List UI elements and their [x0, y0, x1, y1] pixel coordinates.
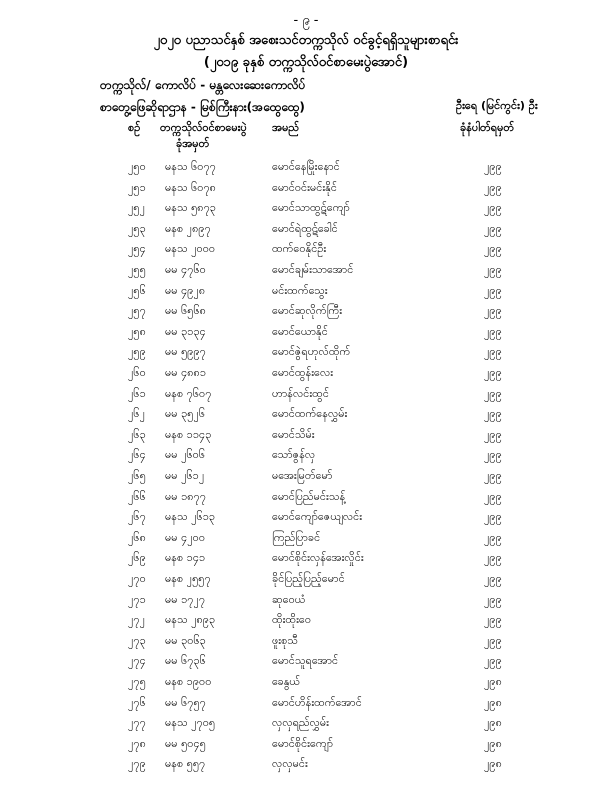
roll-number: မနသ ၂၈၉၃ [165, 613, 216, 627]
student-name: မောင်ချမ်းသာအောင် [272, 263, 354, 276]
table-row [0, 284, 612, 304]
score: ၂၉၉ [484, 613, 502, 627]
row-number: ၂၇၀ [128, 572, 146, 585]
student-name: ကြည်ပြာခင် [272, 530, 321, 544]
column-header-name: အမည် [272, 121, 300, 134]
score: ၂၉၉ [484, 530, 502, 544]
table-row [0, 613, 612, 633]
column-header-roll: တက္ကသိုလ်ဝင်စာမေးပွဲ [160, 121, 247, 134]
score: ၂၉၉ [484, 633, 502, 647]
roll-number: မမ ၆၅၆၈ [165, 304, 206, 318]
table-row [0, 737, 612, 757]
row-number: ၂၇၂ [128, 613, 145, 627]
roll-number: မမ ၆၇၃၆ [165, 654, 206, 668]
table-row [0, 242, 612, 262]
table-row [0, 572, 612, 592]
roll-number: မနစ ၁၄၁ [165, 551, 206, 565]
score: ၂၉၉ [484, 263, 502, 276]
row-number: ၂၇၄ [128, 654, 146, 668]
row-number: ၂၆၇ [128, 510, 146, 524]
row-number: ၂၅၂ [128, 201, 145, 215]
score: ၂၉၈ [484, 757, 502, 771]
student-name: မောင်သိမ်း [272, 427, 315, 441]
student-name: ခိုင်ပြည့်ပြည့်မောင် [272, 572, 345, 585]
table-row [0, 160, 612, 180]
student-name: ခေနွယ် [272, 675, 301, 688]
table-row [0, 675, 612, 695]
row-number: ၂၆၁ [128, 386, 146, 400]
row-number: ၂၅၇ [128, 304, 146, 318]
table-row [0, 469, 612, 489]
student-name: မောင်ဝင်းမင်းနိုင် [272, 180, 337, 194]
student-name: ထိုးထိုးဝေ [272, 613, 312, 627]
roll-number: မနစ ၂၅၅၇ [165, 572, 211, 585]
score: ၂၉၉ [484, 304, 502, 318]
student-name: ဆုဝေယံ [272, 592, 306, 606]
table-row [0, 387, 612, 407]
row-number: ၂၇၉ [128, 757, 146, 771]
row-number: ၂၅၉ [128, 345, 146, 359]
table-row [0, 654, 612, 674]
table-row [0, 510, 612, 530]
row-number: ၂၆၅ [128, 469, 146, 482]
table-row [0, 201, 612, 221]
row-number: ၂၆၄ [128, 448, 146, 462]
table-row [0, 757, 612, 777]
roll-number: မနသ ၂၆၁၃ [165, 510, 216, 524]
student-name: မောင်ပြည်မင်းသန့် [272, 489, 346, 503]
table-row [0, 345, 612, 365]
column-header-no: စဉ် [128, 121, 141, 134]
student-name: ထက်ဝေနိုင်ဦး [272, 242, 327, 256]
page-number: - ၉ - [293, 13, 319, 28]
score: ၂၉၉ [484, 510, 502, 524]
table-row [0, 181, 612, 201]
column-header-score: ခုံနံပါတ်ရမှတ် [460, 121, 515, 134]
row-number: ၂၆၈ [128, 530, 146, 544]
roll-number: မမ ၁၇၂၇ [165, 592, 206, 606]
score: ၂၉၉ [484, 201, 502, 215]
table-row [0, 634, 612, 654]
student-name: လှလှမင်း [272, 757, 308, 771]
roll-number: မနစ ၂၈၉၇ [165, 221, 211, 235]
score: ၂၉၉ [484, 448, 502, 462]
table-row [0, 325, 612, 345]
row-number: ၂၇၇ [128, 716, 146, 730]
table-row [0, 304, 612, 324]
row-number: ၂၆၉ [128, 551, 146, 565]
score: ၂၉၉ [484, 345, 502, 359]
roll-number: မနစ ၇၆၀၇ [165, 386, 212, 400]
row-number: ၂၆၃ [128, 427, 146, 441]
score: ၂၉၉ [484, 551, 502, 565]
score: ၂၉၉ [484, 427, 502, 441]
row-number: ၂၇၅ [128, 675, 146, 688]
roll-number: မမ ၃၀၆၃ [165, 633, 206, 647]
document-title: ၂၀၂၀ ပညာသင်နှစ် အစေးသင်တက္ကသိုလ် ဝင်ခွင့်ရရှိသူများစာရင်း [153, 33, 459, 48]
roll-number: မနစ ၁၉၀၀ [165, 675, 212, 688]
row-number: ၂၇၃ [128, 633, 146, 647]
roll-number: မနသ ၂၀၀၀ [165, 242, 216, 256]
student-name: မောင်ကျော်ဇေယျလင်း [272, 510, 363, 524]
score: ၂၉၉ [484, 160, 502, 173]
score: ၂၉၈ [484, 675, 502, 688]
student-name: မောင်ရဲထွဋ်ခေါင် [272, 221, 338, 235]
row-number: ၂၅၀ [128, 160, 146, 173]
document-subtitle: (၂၀၁၉ ခုနှစ် တက္ကသိုလ်ဝင်စာမေးပွဲအောင်) [203, 55, 409, 70]
table-row [0, 531, 612, 551]
student-name: မအေးမြတ်မော် [272, 469, 333, 482]
roll-number: မမ ၂၆၀၆ [165, 448, 206, 462]
score: ၂၉၉ [484, 572, 502, 585]
roll-number: မမ ၁၈၇၇ [165, 489, 206, 503]
table-row [0, 448, 612, 468]
row-number: ၂၅၁ [128, 180, 146, 194]
student-name: မောင်စိုင်းကျော် [272, 736, 333, 750]
score: ၂၉၈ [484, 716, 502, 730]
roll-number: မမ ၅၉၉၇ [165, 345, 206, 359]
roll-number: မနသ ၅၈၇၃ [165, 201, 216, 215]
table-row [0, 263, 612, 283]
score: ၂၉၉ [484, 654, 502, 668]
student-name: မင်းထက်သွေး [272, 283, 328, 297]
score: ၂၉၉ [484, 407, 502, 421]
table-row [0, 716, 612, 736]
roll-number: မမ ၆၇၅၇ [165, 695, 206, 709]
score: ၂၉၈ [484, 736, 502, 750]
score: ၂၉၉ [484, 221, 502, 235]
roll-number: မမ ၃၅၂၆ [165, 407, 206, 421]
roll-number: မမ ၄၂၀၀ [165, 530, 206, 544]
student-name: လှလှရည်လွှမ်း [272, 716, 329, 730]
row-number: ၂၅၃ [128, 221, 146, 235]
student-name: မောင်သူရအောင် [272, 654, 339, 668]
score: ၂၉၉ [484, 180, 502, 194]
row-number: ၂၅၄ [128, 242, 146, 256]
table-row [0, 222, 612, 242]
score: ၂၉၉ [484, 489, 502, 503]
row-number: ၂၆၀ [128, 366, 146, 379]
row-number: ၂၅၆ [128, 283, 146, 297]
region-line: စာတွေ့ဖြေဆိုရာဌာန - မြစ်ကြီးနား(အထွေထွေ) [100, 100, 305, 114]
student-name: မောင်ဇွဲရဟုလ်ထိုက် [272, 345, 351, 359]
table-row [0, 407, 612, 427]
student-name: မောင်ထွန်းလေး [272, 366, 334, 379]
roll-number: မနသ ၂၇၀၅ [165, 716, 216, 730]
student-name: မောင်ယောနိုင် [272, 324, 328, 338]
score: ၂၉၉ [484, 242, 502, 256]
table-row [0, 366, 612, 386]
roll-number: မနသ ၆၀၇၇ [165, 160, 216, 173]
student-name: ဖူးစုသီ [272, 633, 298, 647]
roll-number: မမ ၄၈၈၁ [165, 366, 207, 379]
table-row [0, 428, 612, 448]
score: ၂၉၉ [484, 386, 502, 400]
table-row [0, 696, 612, 716]
row-number: ၂၇၈ [128, 736, 146, 750]
roll-number: မမ ၄၉၂၈ [165, 283, 206, 297]
student-name: မောင်ဟိန်းထက်အောင် [272, 695, 362, 709]
score: ၂၉၉ [484, 324, 502, 338]
student-name: ဟာန်လင်းထွင် [272, 386, 329, 400]
score: ၂၉၉ [484, 366, 502, 379]
row-number: ၂၅၅ [128, 263, 146, 276]
roll-number: မမ ၂၆၁၂ [165, 469, 205, 482]
roll-number: မမ ၄၇၆၀ [165, 263, 206, 276]
roll-number: မမ ၅၀၄၅ [165, 736, 206, 750]
student-name: မောင်စိုင်းလှန်အေးလှိုင်း [272, 551, 364, 565]
roll-number: မနစ ၅၅၇ [165, 757, 206, 771]
roll-number: မနသ ၆၀၇၈ [165, 180, 216, 194]
table-row [0, 593, 612, 613]
table-row [0, 551, 612, 571]
student-name: မောင်သာထွဋ်ကျော် [272, 201, 350, 215]
score: ၂၉၉ [484, 592, 502, 606]
roll-number: မမ ၃၁၃၄ [165, 324, 206, 338]
student-name: မောင်ထက်နေလွှမ်း [272, 407, 348, 421]
row-number: ၂၆၆ [128, 489, 146, 503]
row-number: ၂၅၈ [128, 324, 146, 338]
row-number: ၂၆၂ [128, 407, 145, 421]
student-name: မောင်ဆုလိုက်ကြီး [272, 304, 342, 318]
score: ၂၉၉ [484, 469, 502, 482]
student-name: သော်ဇွန်လှ [272, 448, 316, 462]
fee-header: ဦးရေ (မြင်ကွင်း) ဦး [456, 99, 538, 112]
university-line: တက္ကသိုလ်/ ကောလိပ် - မန္တလေးဆေးကောလိပ် [100, 78, 306, 92]
row-number: ၂၇၆ [128, 695, 146, 709]
score: ၂၉၈ [484, 695, 502, 709]
table-row [0, 490, 612, 510]
score: ၂၉၉ [484, 283, 502, 297]
student-name: မောင်နေမြိုးနောင် [272, 160, 340, 173]
row-number: ၂၇၁ [128, 592, 146, 606]
roll-number: မနစ ၁၁၄၃ [165, 427, 212, 441]
column-header-roll-number: ခုံအမှတ် [176, 137, 210, 150]
